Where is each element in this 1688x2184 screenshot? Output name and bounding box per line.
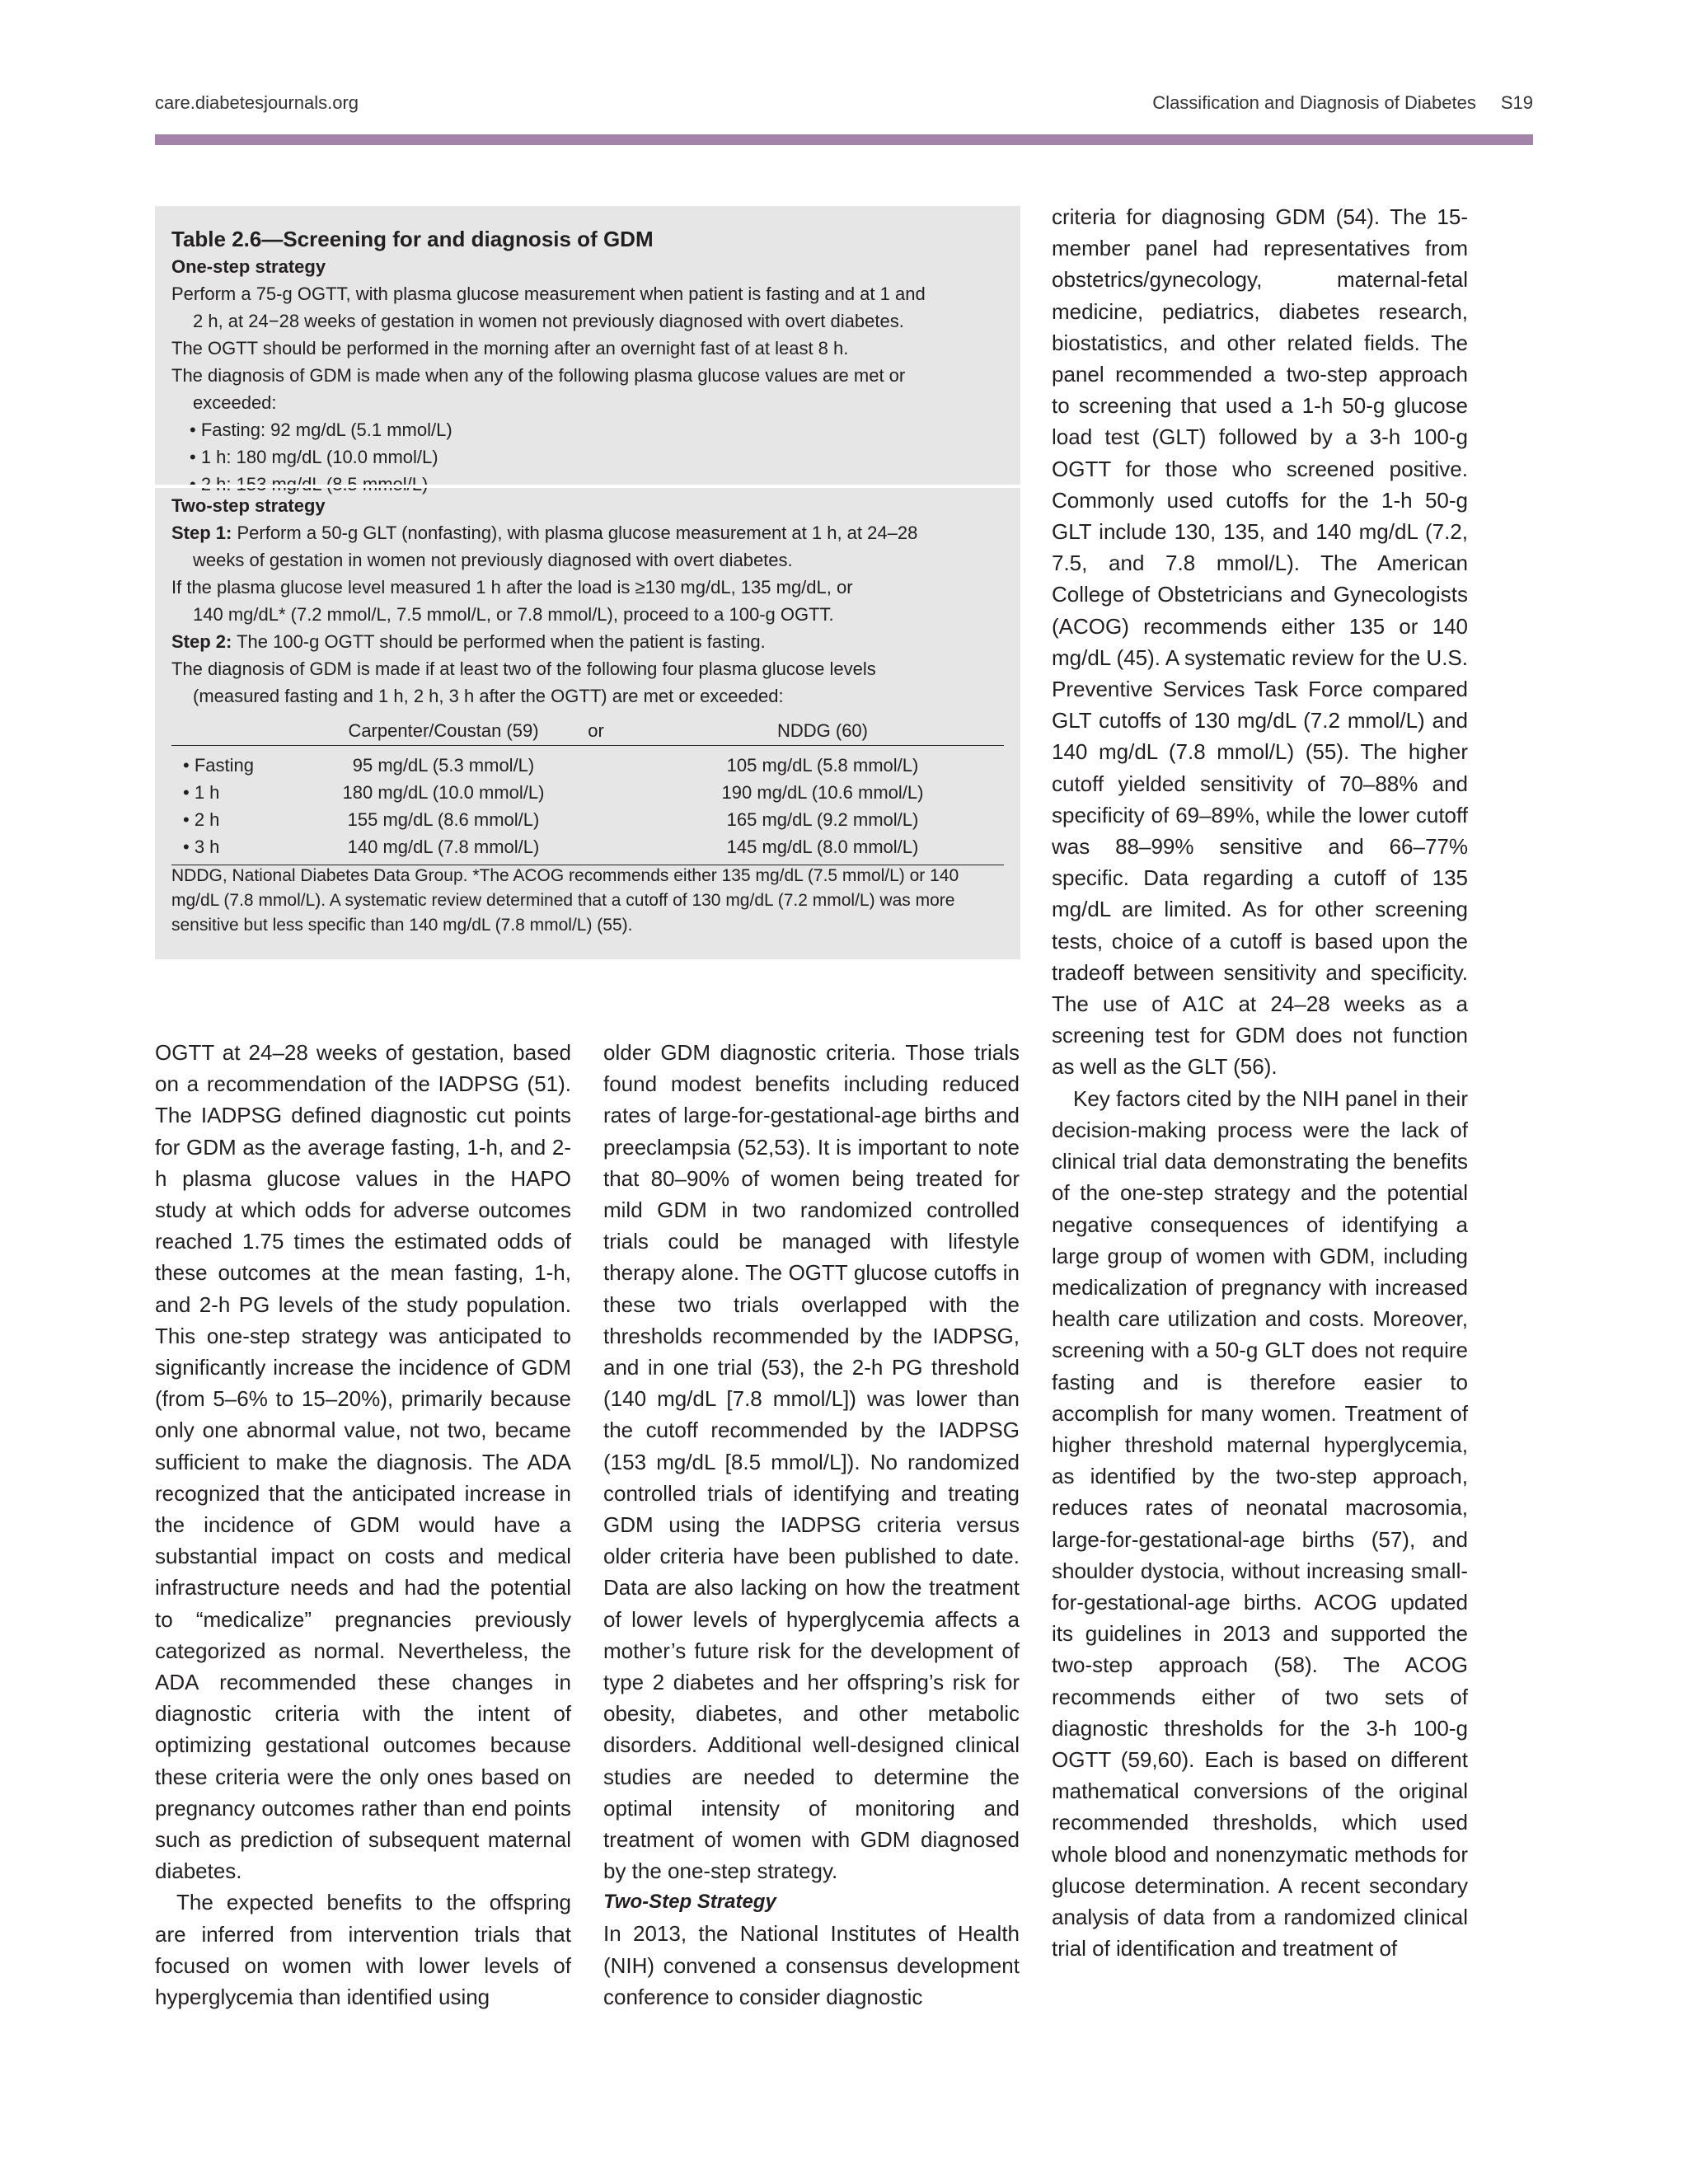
threshold-1h: • 1 h: 180 mg/dL (10.0 mmol/L)	[190, 447, 438, 467]
carpenter-coustan-header: Carpenter/Coustan (59)	[336, 717, 551, 746]
table-row	[171, 779, 1004, 806]
header-rule	[155, 134, 1533, 145]
table-footnote: NDDG, National Diabetes Data Group. *The ACOG recommends either 135 mg/dL (7.5 mmol/L) or 140 mg/dL (7.8 mmol/L). A systematic review determined that a cutoff of 130 mg/dL (7.2 mmol/L) was more sensitive but less specific than 140 mg/dL (7.8 mmol/L) (55).	[171, 866, 959, 935]
table-row	[171, 746, 1004, 780]
blank-header	[171, 717, 336, 746]
row-label: • Fasting	[183, 755, 254, 776]
table-row	[171, 806, 1004, 833]
step1-text: Perform a 50-g GLT (nonfasting), with plasma glucose measurement at 1 h, at 24–28	[232, 523, 918, 543]
paragraph: Key factors cited by the NIH panel in their decision-making process were the lack of clinical trial data demonstrating the benefits of the one-step strategy and the potential negative consequences of identifying a large group of women with GDM, including medicalization of pregnancy with increased health care utilization and costs. Moreover, screening with a 50-g GLT does not require fasting and is therefore easier to accomplish for many women. Treatment of higher threshold maternal hyperglycemia, as identified by the two-step approach, reduces rates of neonatal macrosomia, large-for-gestational-age births (57), and shoulder dystocia, without increasing small-for-gestational-age births. ACOG updated its guidelines in 2013 and supported the two-step approach (58). The ACOG recommends either of two sets of diagnostic thresholds for the 3-h 100-g OGTT (59,60). Each is based on different mathematical conversions of the original recommended thresholds, which used whole blood and nonenzymatic methods for glucose determination. A recent secondary analysis of data from a randomized clinical trial of identification and treatment of	[1052, 1085, 1468, 1961]
cc-value: 180 mg/dL (10.0 mmol/L)	[342, 782, 545, 803]
nddg-value: 165 mg/dL (9.2 mmol/L)	[726, 809, 919, 830]
nddg-header: NDDG (60)	[641, 717, 1004, 746]
step2-line	[171, 628, 1004, 655]
spacer-cell	[551, 833, 641, 865]
row-label: • 2 h	[183, 809, 220, 830]
spacer-cell	[551, 779, 641, 806]
threshold-fasting: • Fasting: 92 mg/dL (5.1 mmol/L)	[190, 419, 452, 440]
one-step-section	[171, 214, 1004, 498]
section-heading-two-step: Two-Step Strategy	[603, 1891, 776, 1914]
nddg-value: 145 mg/dL (8.0 mmol/L)	[641, 833, 1004, 865]
step2-text: The 100-g OGTT should be performed when the patient is fasting.	[232, 631, 766, 652]
table-2-6	[155, 206, 1020, 959]
if-line: If the plasma glucose level measured 1 h after the load is ≥130 mg/dL, 135 mg/dL, or	[171, 577, 853, 598]
spacer-cell	[551, 746, 641, 780]
two-step-heading: Two-step strategy	[171, 495, 326, 516]
step1-line	[171, 519, 1004, 546]
spacer-cell	[551, 806, 641, 833]
nddg-value: 105 mg/dL (5.8 mmol/L)	[726, 755, 919, 776]
paragraph: The expected benefits to the offspring are inferred from intervention trials that focused on women with lower levels of hyperglycemia than identified using	[155, 1890, 571, 2010]
page-number: S19	[1500, 92, 1533, 113]
threshold-header-row	[171, 717, 1004, 746]
one-step-line: 2 h, at 24−28 weeks of gestation in women not previously diagnosed with overt diabetes.	[193, 311, 904, 331]
row-label: • 1 h	[183, 782, 220, 803]
one-step-heading: One-step strategy	[171, 256, 326, 277]
paragraph: OGTT at 24–28 weeks of gestation, based on a recommendation of the IADPSG (51). The IADPSG defined diagnostic cut points for GDM as the average fasting, 1-h, and 2-h plasma glucose values in the HAPO study at which odds for adverse outcomes reached 1.75 times the estimated odds of these outcomes at the mean fasting, 1-h, and 2-h PG levels of the study population. This one-step strategy was anticipated to significantly increase the incidence of GDM (from 5–6% to 15–20%), primarily because only one abnormal value, not two, became sufficient to make the diagnosis. The ADA recognized that the anticipated increase in the incidence of GDM would have a substantial impact on costs and medical infrastructure needs and had the potential to “medicalize” pregnancies previously categorized as normal. Nevertheless, the ADA recommended these changes in diagnostic criteria with the intent of optimizing gestational outcomes because these criteria were the only ones based on pregnancy outcomes rather than end points such as prediction of subsequent maternal diabetes.	[155, 1040, 571, 1884]
diag-line-cont: (measured fasting and 1 h, 2 h, 3 h after the OGTT) are met or exceeded:	[193, 686, 784, 706]
if-line-cont: 140 mg/dL* (7.2 mmol/L, 7.5 mmol/L, or 7.8 mmol/L), proceed to a 100-g OGTT.	[193, 604, 834, 625]
paragraph: In 2013, the National Institutes of Health (NIH) convened a consensus development conference to consider diagnostic	[603, 1921, 1020, 2009]
table-title: Table 2.6—Screening for and diagnosis of GDM	[171, 227, 654, 251]
step2-label: Step 2:	[171, 631, 232, 652]
running-header	[1152, 92, 1533, 114]
one-step-line: The diagnosis of GDM is made when any of the following plasma glucose values are met or	[171, 365, 906, 386]
cc-value: 140 mg/dL (7.8 mmol/L)	[336, 833, 551, 865]
or-header: or	[551, 717, 641, 746]
one-step-line: Perform a 75-g OGTT, with plasma glucose measurement when patient is fasting and at 1 and	[171, 284, 926, 304]
body-column-3	[1052, 201, 1468, 1964]
section-title: Classification and Diagnosis of Diabetes	[1152, 92, 1476, 113]
nddg-value: 190 mg/dL (10.6 mmol/L)	[721, 782, 924, 803]
cc-value: 155 mg/dL (8.6 mmol/L)	[347, 809, 540, 830]
cc-value: 95 mg/dL (5.3 mmol/L)	[352, 755, 535, 776]
row-label: • 3 h	[171, 833, 336, 865]
step1-line-cont: weeks of gestation in women not previously diagnosed with overt diabetes.	[193, 550, 793, 570]
paragraph: older GDM diagnostic criteria. Those trials found modest benefits including reduced rates of large-for-gestational-age births and preeclampsia (52,53). It is important to note that 80–90% of women being treated for mild GDM in two randomized controlled trials could be managed with lifestyle therapy alone. The OGTT glucose cutoffs in these two trials overlapped with the thresholds recommended by the IADPSG, and in one trial (53), the 2-h PG threshold (140 mg/dL [7.8 mmol/L]) was lower than the cutoff recommended by the IADPSG (153 mg/dL [8.5 mmol/L]). No randomized controlled trials of identifying and treating GDM using the IADPSG criteria versus older criteria have been published to date. Data are also lacking on how the treatment of lower levels of hyperglycemia affects a mother’s future risk for the development of type 2 diabetes and her offspring’s risk for obesity, diabetes, and other metabolic disorders. Additional well-designed clinical studies are needed to determine the optimal intensity of monitoring and treatment of women with GDM diagnosed by the one-step strategy.	[603, 1040, 1020, 1884]
body-column-1	[155, 1037, 571, 2013]
diag-line: The diagnosis of GDM is made if at least two of the following four plasma glucose levels	[171, 658, 876, 679]
two-step-section	[171, 493, 1004, 710]
threshold-table	[171, 717, 1004, 865]
section-divider	[155, 485, 1020, 488]
body-column-2	[603, 1037, 1020, 2013]
paragraph: criteria for diagnosing GDM (54). The 15-member panel had representatives from obstetrics/gynecology, maternal-fetal medicine, pediatrics, diabetes research, biostatistics, and other related fields. The panel recommended a two-step approach to screening that used a 1-h 50-g glucose load test (GLT) followed by a 3-h 100-g OGTT for those who screened positive. Commonly used cutoffs for the 1-h 50-g GLT include 130, 135, and 140 mg/dL (7.2, 7.5, and 7.8 mmol/L). The American College of Obstetricians and Gynecologists (ACOG) recommends either 135 or 140 mg/dL (45). A systematic review for the U.S. Preventive Services Task Force compared GLT cutoffs of 130 mg/dL (7.2 mmol/L) and 140 mg/dL (7.8 mmol/L) (55). The higher cutoff yielded sensitivity of 70–88% and specificity of 69–89%, while the lower cutoff was 88–99% sensitive and 66–77% specific. Data regarding a cutoff of 135 mg/dL are limited. As for other screening tests, choice of a cutoff is based upon the tradeoff between sensitivity and specificity. The use of A1C at 24–28 weeks as a screening test for GDM does not function as well as the GLT (56).	[1052, 204, 1468, 1080]
table-row	[171, 833, 1004, 865]
one-step-line: exceeded:	[193, 392, 277, 413]
journal-url[interactable]: care.diabetesjournals.org	[155, 92, 359, 113]
step1-label: Step 1:	[171, 523, 232, 543]
one-step-line: The OGTT should be performed in the morning after an overnight fast of at least 8 h.	[171, 338, 849, 359]
